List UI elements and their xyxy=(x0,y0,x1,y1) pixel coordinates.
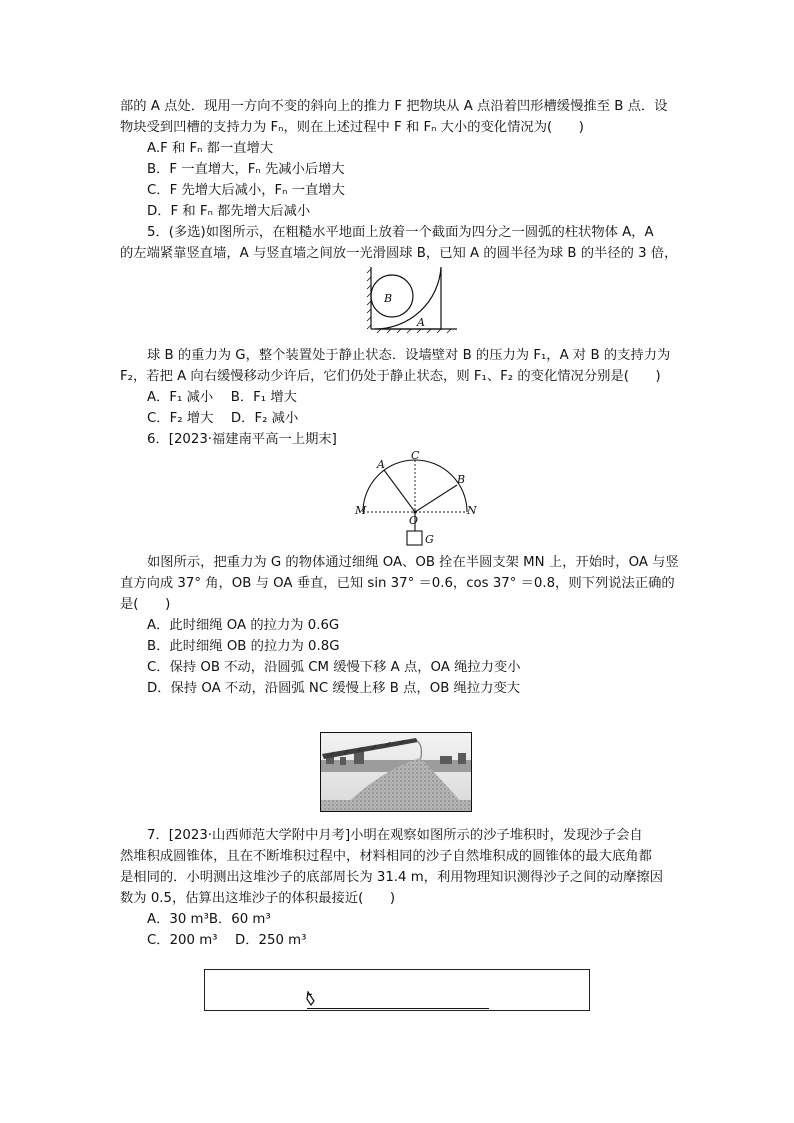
rope-ob xyxy=(415,485,457,512)
q6-header: 6．[2023·福建南平高一上期末] xyxy=(147,432,337,447)
q4-stem-line-1: 部的 A 点处．现用一方向不变的斜向上的推力 F 把物块从 A 点沿着凹形槽缓慢推至 B 点．设 xyxy=(120,99,668,114)
q7-stem-line-3: 是相同的．小明测出这堆沙子的底部周长为 31.4 m，利用物理知识测得沙子之间的动摩擦因 xyxy=(120,870,663,885)
q6-stem-line-2: 直方向成 37° 角，OB 与 OA 垂直，已知 sin 37° ＝0.6，cos 37° ＝0.8，则下列说法正确的 xyxy=(120,576,675,591)
q7-stem-line-1: 7．[2023·山西师范大学附中月考]小明在观察如图所示的沙子堆积时，发现沙子会自 xyxy=(147,828,643,843)
q6-option-d: D．保持 OA 不动，沿圆弧 NC 缓慢上移 B 点，OB 绳拉力变大 xyxy=(147,681,521,696)
label-b: B xyxy=(384,292,393,305)
q6-stem-line-3: 是( ) xyxy=(120,597,171,612)
q5-stem-line-4: F₂，若把 A 向右缓慢移动少许后，它们仍处于静止状态，则 F₁、F₂ 的变化情况分别是( ) xyxy=(120,369,661,384)
q7-stem-line-2: 然堆积成圆锥体，且在不断堆积过程中，材料相同的沙子自然堆积成的圆锥体的最大底角都 xyxy=(120,849,652,864)
q7-options-row-1: A．30 m³B．60 m³ xyxy=(147,912,271,927)
rope-oa xyxy=(384,470,415,512)
q5-figure xyxy=(365,265,461,337)
pencil-icon xyxy=(305,991,317,1007)
q6-figure xyxy=(355,449,477,552)
q5-stem-line-3: 球 B 的重力为 G，整个装置处于静止状态．设墙壁对 B 的压力为 F₁，A 对 B 的支持力为 xyxy=(147,348,671,363)
q5-options-row-2: C．F₂ 增大 D．F₂ 减小 xyxy=(147,411,299,426)
label-o: O xyxy=(409,514,419,527)
q4-option-c: C．F 先增大后减小，Fₙ 一直增大 xyxy=(147,183,345,198)
q6-option-a: A．此时细绳 OA 的拉力为 0.6G xyxy=(147,618,340,633)
q4-option-a: A.F 和 Fₙ 都一直增大 xyxy=(147,141,274,156)
q6-stem-line-1: 如图所示，把重力为 G 的物体通过细绳 OA、OB 拴在半圆支架 MN 上，开始时，OA 与竖 xyxy=(147,555,679,570)
label-c: C xyxy=(411,449,420,462)
label-n: N xyxy=(467,504,477,517)
q5-options-row-1: A．F₁ 减小 B．F₁ 增大 xyxy=(147,390,297,405)
q4-stem-line-2: 物块受到凹槽的支持力为 Fₙ，则在上述过程中 F 和 Fₙ 大小的变化情况为( ) xyxy=(120,120,584,135)
label-m: M xyxy=(355,504,367,517)
answer-box[interactable] xyxy=(204,969,590,1011)
label-g: G xyxy=(425,533,434,546)
label-a: A xyxy=(417,316,425,329)
answer-underline xyxy=(307,1008,489,1009)
label-a: A xyxy=(377,458,385,471)
q5-stem-line-1: 5．(多选)如图所示，在粗糙水平地面上放着一个截面为四分之一圆弧的柱状物体 A，A xyxy=(147,225,654,240)
q7-stem-line-4: 数为 0.5，估算出这堆沙子的体积最接近( ) xyxy=(120,891,396,906)
q7-options-row-2: C．200 m³ D．250 m³ xyxy=(147,933,307,948)
label-b: B xyxy=(457,473,466,486)
sand-pile-photo xyxy=(320,732,472,812)
q5-stem-line-2: 的左端紧靠竖直墙，A 与竖直墙之间放一光滑圆球 B，已知 A 的圆半径为球 B 的半径的 3 倍， xyxy=(120,246,678,261)
q6-option-b: B．此时细绳 OB 的拉力为 0.8G xyxy=(147,639,340,654)
q6-option-c: C．保持 OB 不动，沿圆弧 CM 缓慢下移 A 点，OA 绳拉力变小 xyxy=(147,660,521,675)
q4-option-b: B．F 一直增大，Fₙ 先减小后增大 xyxy=(147,162,345,177)
weight-g xyxy=(407,531,422,545)
q4-option-d: D．F 和 Fₙ 都先增大后减小 xyxy=(147,204,311,219)
